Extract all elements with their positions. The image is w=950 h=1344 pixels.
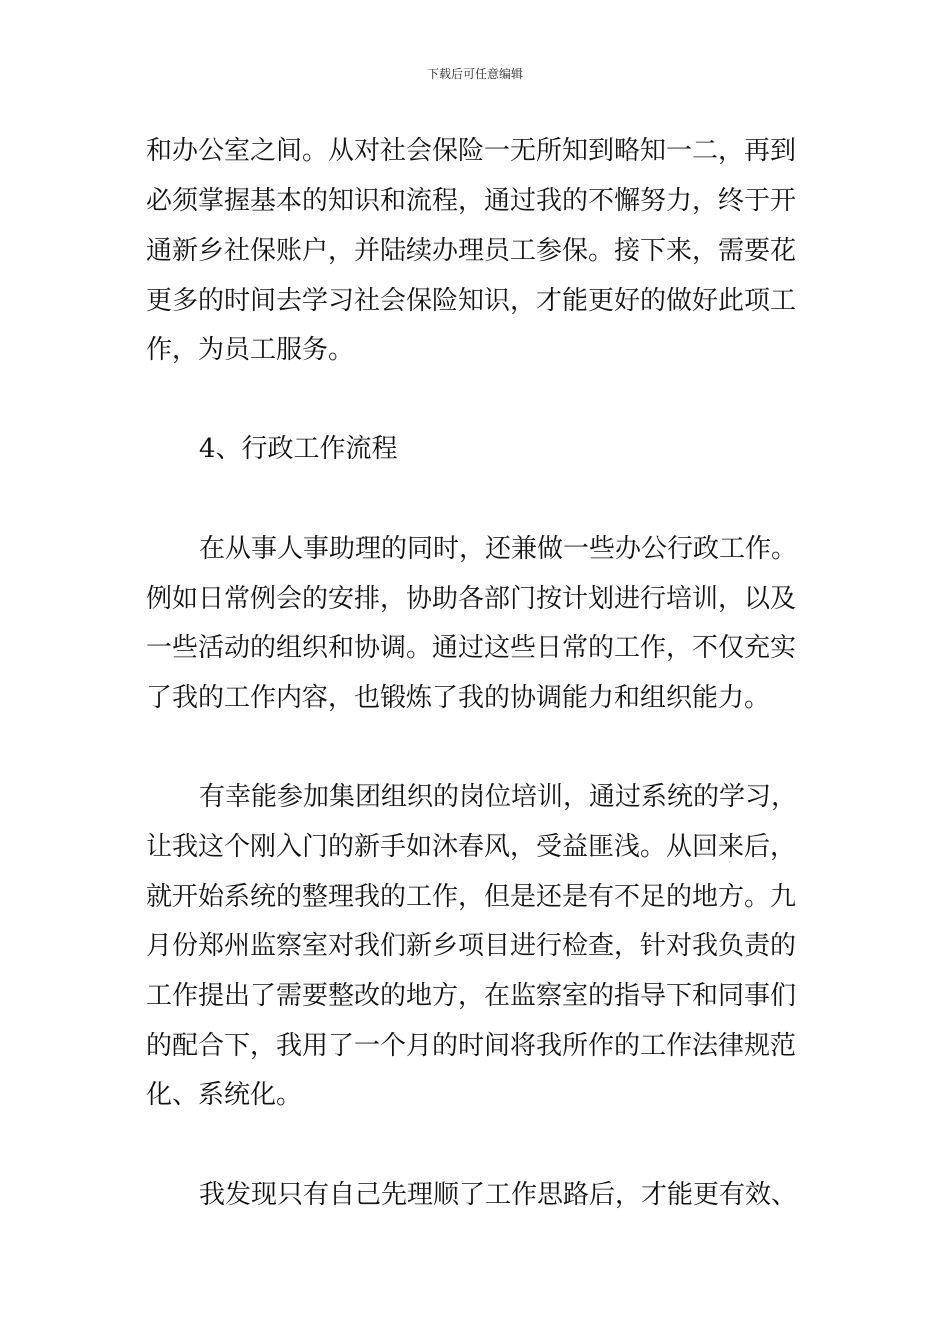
text-line: 化、系统化。 xyxy=(146,1080,303,1110)
text-line: 更多的时间去学习社会保险知识，才能更好的做好此项工 xyxy=(146,286,797,316)
text-line: 工作提出了需要整改的地方，在监察室的指导下和同事们 xyxy=(146,981,797,1011)
text-line: 一些活动的组织和协调。通过这些日常的工作，不仅充实 xyxy=(146,633,797,663)
text-line: 作，为员工服务。 xyxy=(146,335,355,365)
text-line: 了我的工作内容，也锻炼了我的协调能力和组织能力。 xyxy=(146,683,771,713)
text-line: 和办公室之间。从对社会保险一无所知到略知一二，再到 xyxy=(146,136,797,166)
text-line: 的配合下，我用了一个月的时间将我所作的工作法律规范 xyxy=(146,1031,797,1061)
text-line: 通新乡社保账户，并陆续办理员工参保。接下来，需要花 xyxy=(146,236,797,266)
text-line: 在从事人事助理的同时，还兼做一些办公行政工作。 xyxy=(199,534,798,564)
text-line: 就开始系统的整理我的工作，但是还是有不足的地方。九 xyxy=(146,882,797,912)
text-line: 我发现只有自己先理顺了工作思路后，才能更有效、 xyxy=(199,1180,798,1210)
text-line: 让我这个刚入门的新手如沐春风，受益匪浅。从回来后， xyxy=(146,832,797,862)
text-line: 例如日常例会的安排，协助各部门按计划进行培训，以及 xyxy=(146,584,797,614)
text-line: 必须掌握基本的知识和流程，通过我的不懈努力，终于开 xyxy=(146,186,797,216)
section-heading: 4、行政工作流程 xyxy=(199,434,398,464)
header-note: 下载后可任意编辑 xyxy=(426,67,523,81)
text-line: 有幸能参加集团组织的岗位培训，通过系统的学习， xyxy=(199,782,798,812)
text-line: 月份郑州监察室对我们新乡项目进行检查，针对我负责的 xyxy=(146,931,797,961)
